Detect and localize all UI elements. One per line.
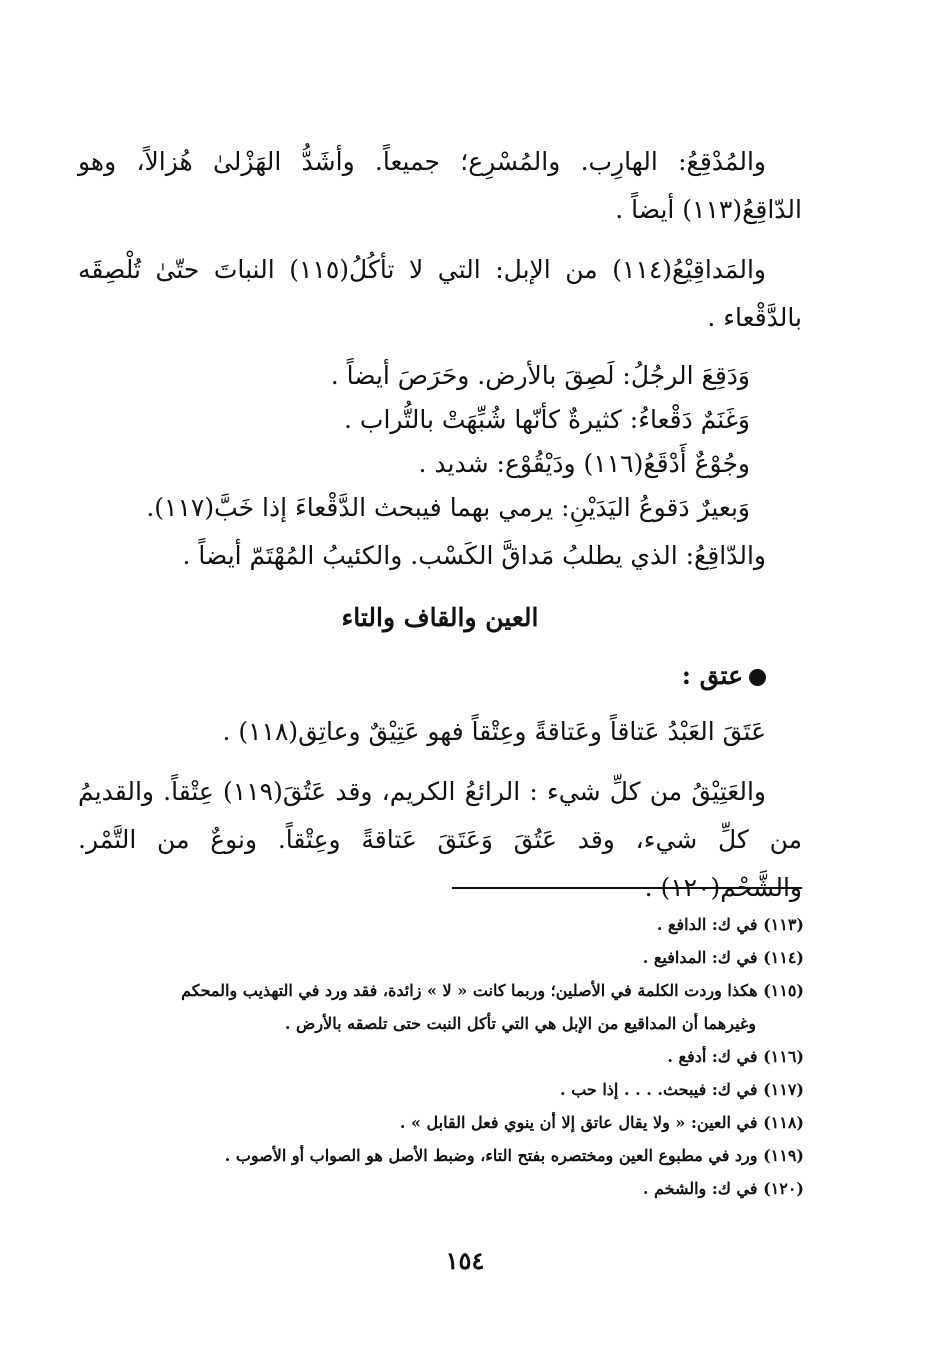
indented-line: وَبعيرٌ دَقوعُ اليَدَيْنِ: يرمي بهما فيبحث الدَّقْعاءَ إذا خَبَّ(١١٧). bbox=[146, 493, 750, 522]
indented-line: وجُوْعٌ أَدْقَعُ(١١٦) ودَيْقُوْع: شديد . bbox=[418, 449, 750, 478]
paragraph-text: والمَداقِيْعُ(١١٤) من الإبل: التي لا تأكُلُ(١١٥) النباتَ حتّىٰ تُلْصِقَه بالدَّقْعاء . bbox=[78, 255, 802, 332]
entry-label: عتق : bbox=[681, 661, 743, 690]
section-heading: العين والقاف والتاء bbox=[341, 603, 539, 632]
paragraph-text: والعَتِيْقُ من كلِّ شيء : الرائعُ الكريم، وقد عَتُقَ(١١٩) عِتْقاً. والقديمُ من كلِّ شيء، وقد عَتُقَ وَعَتَقَ عَتاقةً وعِتْقاً. ونوعٌ من التَّمْر. والشَّحْم(١٢٠) . bbox=[78, 777, 802, 902]
footnote: (١١٩) ورد في مطبوع العين ومختصره بفتح التاء، وضبط الأصل هو الصواب أو الأصوب . bbox=[224, 1146, 804, 1165]
main-text bbox=[78, 138, 802, 924]
indented-line: وَغَنَمٌ دَقْعاءُ: كثيرةٌ كأنّها شُبِّهَتْ بالتُّراب . bbox=[344, 405, 750, 434]
entry-heading bbox=[78, 652, 802, 700]
footnote: (١١٤) في ك: المدافيع . bbox=[642, 948, 804, 967]
page-number: ١٥٤ bbox=[445, 1246, 485, 1275]
footnote: (١٢٠) في ك: والشخم . bbox=[642, 1179, 804, 1198]
footnote: (١١٥) هكذا وردت الكلمة في الأصلين؛ وربما كانت « لا » زائدة، فقد ورد في التهذيب والمحكم bbox=[181, 981, 804, 1000]
paragraph-atiq bbox=[78, 768, 802, 912]
paragraph-ataqa bbox=[78, 708, 802, 756]
bullet-icon bbox=[749, 669, 766, 686]
paragraph-text: والمُدْقِعُ: الهارِب. والمُسْرِع؛ جميعاً. وأشَدُّ الهَزْلىٰ هُزالاً، وهو الدّاقِعُ(١١٣) أيضاً . bbox=[78, 147, 802, 224]
paragraph-text: والدّاقِعُ: الذي يطلبُ مَداقَّ الكَسْب. والكئيبُ المُهْتَمّ أيضاً . bbox=[182, 541, 766, 570]
footnote-divider bbox=[452, 887, 802, 889]
indented-line: وَدَقِعَ الرجُلُ: لَصِقَ بالأرض. وحَرَصَ أيضاً . bbox=[330, 361, 750, 390]
footnote-continuation: وغيرهما أن المداقيع من الإبل هي التي تأكل النبت حتى تلصقه بالأرض . bbox=[284, 1014, 756, 1033]
footnote: (١١٧) في ك: فيبحث. . . . إذا حب . bbox=[560, 1080, 804, 1099]
footnote: (١١٨) في العين: « ولا يقال عاتق إلا أن ينوي فعل القابل » . bbox=[399, 1113, 804, 1132]
paragraph-text: عَتَقَ العَبْدُ عَتاقاً وعَتاقةً وعِتْقاً فهو عَتِيْقٌ وعاتِق(١١٨) . bbox=[222, 717, 766, 746]
indented-lines bbox=[78, 354, 802, 530]
paragraph-daqi bbox=[78, 532, 802, 580]
paragraph-mudqi bbox=[78, 138, 802, 234]
footnote: (١١٦) في ك: أدفع . bbox=[667, 1047, 804, 1066]
paragraph-madaqi bbox=[78, 246, 802, 342]
footnote: (١١٣) في ك: الدافع . bbox=[656, 915, 804, 934]
footnotes bbox=[78, 908, 804, 1205]
